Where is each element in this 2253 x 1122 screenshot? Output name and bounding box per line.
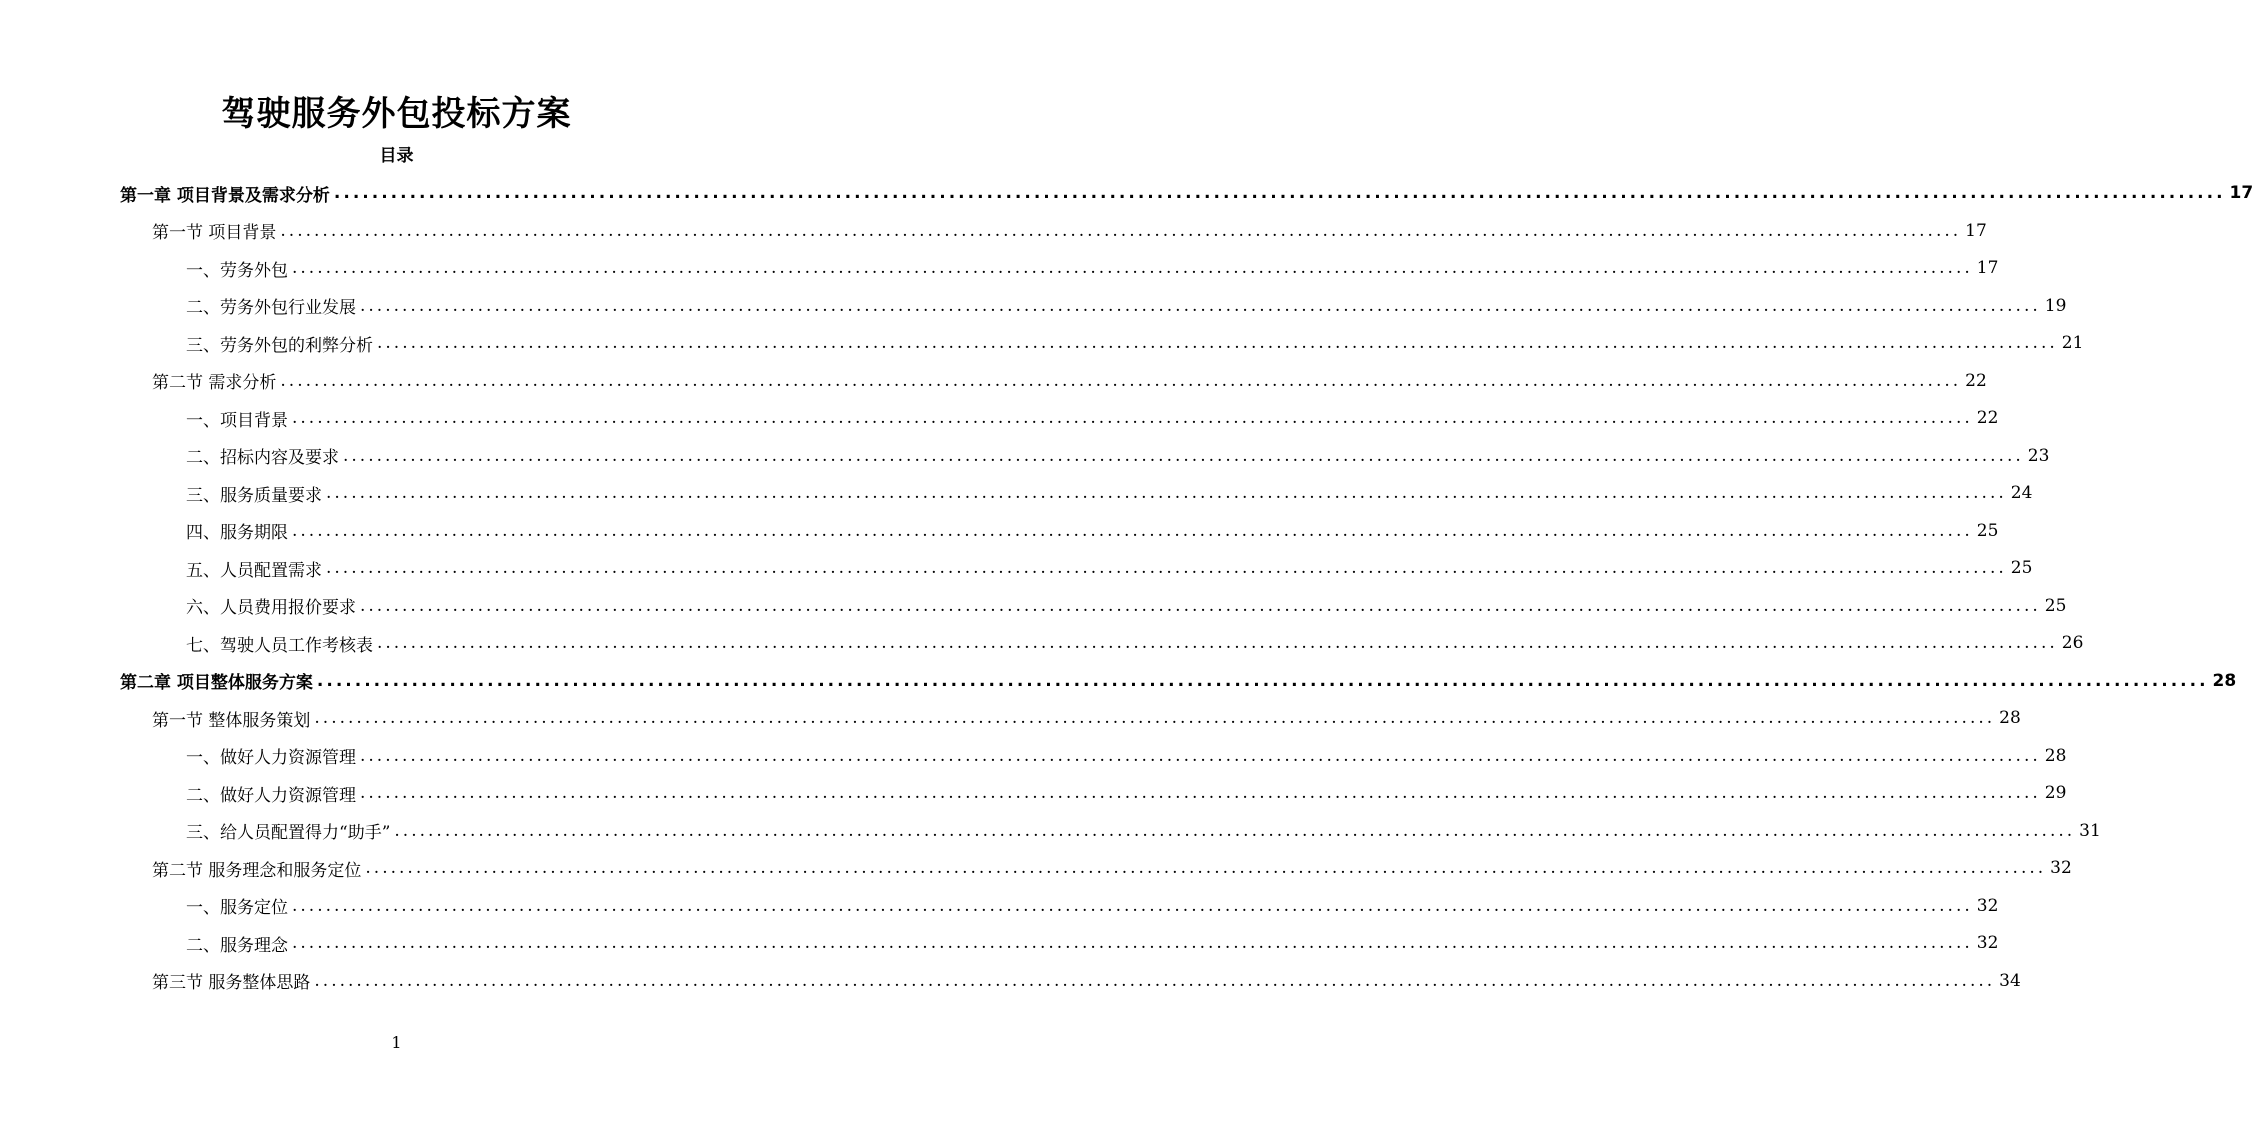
toc-entry-label: 第一章 项目背景及需求分析 — [120, 185, 330, 206]
toc-subsection-entry[interactable] — [186, 249, 1999, 287]
toc-entry-page: 22 — [1976, 408, 1999, 428]
toc-entry-label: 一、项目背景 — [186, 410, 288, 431]
toc-entry-label: 四、服务期限 — [186, 523, 288, 543]
toc-entry-label: 第一节 整体服务策划 — [152, 710, 311, 731]
toc-subsection-entry[interactable] — [186, 399, 1999, 437]
toc-entry-page: 28 — [2044, 745, 2067, 766]
toc-heading: 目录 — [379, 146, 414, 166]
toc-section-entry[interactable] — [152, 699, 2021, 737]
toc-dot-leader: ........................................................................................................................................................................................................ — [292, 408, 1973, 428]
toc-dot-leader: ........................................................................................................................................................................................................ — [314, 970, 1996, 991]
toc-subsection-entry[interactable] — [186, 587, 2067, 625]
toc-subsection-entry[interactable] — [186, 437, 2050, 475]
toc-entry-page: 29 — [2044, 783, 2067, 803]
toc-entry-label: 第三节 服务整体思路 — [152, 973, 311, 993]
toc-dot-leader: ........................................................................................................................................................................................................ — [360, 295, 2041, 316]
toc-dot-leader: ........................................................................................................................................................................................................ — [316, 670, 2209, 691]
toc-entry-page: 21 — [2061, 333, 2084, 353]
toc-entry-page: 32 — [1976, 895, 1999, 916]
toc-entry-label: 六、人员费用报价要求 — [186, 598, 356, 618]
toc-dot-leader: ........................................................................................................................................................................................................ — [377, 633, 2058, 653]
toc-entry-label: 三、服务质量要求 — [186, 485, 322, 506]
toc-entry-page: 23 — [2027, 445, 2050, 466]
toc-section-entry[interactable] — [152, 212, 1987, 250]
toc-entry-page: 25 — [1976, 520, 1999, 541]
toc-entry-label: 三、劳务外包的利弊分析 — [186, 335, 373, 356]
toc-subsection-entry[interactable] — [186, 737, 2067, 775]
toc-entry-page: 32 — [2050, 858, 2072, 878]
toc-dot-leader: ........................................................................................................................................................................................................ — [360, 745, 2041, 766]
toc-entry-page: 25 — [2044, 595, 2067, 616]
toc-subsection-entry[interactable] — [186, 924, 1999, 962]
toc-dot-leader: ........................................................................................................................................................................................................ — [314, 708, 1996, 728]
toc-dot-leader: ........................................................................................................................................................................................................ — [333, 183, 2226, 203]
toc-dot-leader: ........................................................................................................................................................................................................ — [280, 370, 1962, 391]
toc-dot-leader: ........................................................................................................................................................................................................ — [292, 520, 1973, 541]
toc-entry-page: 34 — [1999, 970, 2021, 991]
toc-dot-leader: ........................................................................................................................................................................................................ — [343, 445, 2024, 466]
toc-dot-leader: ........................................................................................................................................................................................................ — [292, 933, 1973, 953]
toc-entry-label: 二、服务理念 — [186, 935, 288, 956]
toc-subsection-entry[interactable] — [186, 474, 2033, 512]
toc-subsection-entry[interactable] — [186, 624, 2084, 662]
toc-section-entry[interactable] — [152, 849, 2072, 887]
toc-entry-page: 17 — [1976, 258, 1999, 278]
toc-subsection-entry[interactable] — [186, 774, 2067, 812]
toc-dot-leader: ........................................................................................................................................................................................................ — [394, 820, 2076, 841]
toc-dot-leader: ........................................................................................................................................................................................................ — [326, 483, 2007, 503]
toc-subsection-entry[interactable] — [186, 512, 1999, 550]
toc-entry-label: 第二节 服务理念和服务定位 — [152, 860, 362, 881]
toc-entry-label: 三、给人员配置得力“助手” — [186, 823, 391, 843]
toc-subsection-entry[interactable] — [186, 287, 2067, 325]
page-number: 1 — [391, 1033, 402, 1052]
toc-chapter-entry[interactable] — [120, 174, 2253, 212]
toc-entry-page: 24 — [2010, 483, 2033, 503]
toc-dot-leader: ........................................................................................................................................................................................................ — [326, 558, 2007, 578]
toc-entry-page: 31 — [2079, 820, 2101, 841]
toc-entry-page: 19 — [2044, 295, 2067, 316]
toc-entry-label: 第二节 需求分析 — [152, 373, 277, 393]
toc-entry-page: 17 — [1965, 220, 1987, 241]
toc-entry-page: 22 — [1965, 370, 1987, 391]
toc-entry-label: 第二章 项目整体服务方案 — [120, 673, 313, 693]
toc-entry-label: 一、劳务外包 — [186, 260, 288, 281]
toc-entry-page: 17 — [2229, 183, 2253, 203]
toc-entry-page: 32 — [1976, 933, 1999, 953]
document-title: 驾驶服务外包投标方案 — [221, 94, 572, 134]
toc-dot-leader: ........................................................................................................................................................................................................ — [365, 858, 2047, 878]
toc-section-entry[interactable] — [152, 962, 2021, 1000]
toc-entry-label: 七、驾驶人员工作考核表 — [186, 635, 373, 656]
toc-section-entry[interactable] — [152, 362, 1987, 400]
toc-dot-leader: ........................................................................................................................................................................................................ — [292, 258, 1973, 278]
toc-subsection-entry[interactable] — [186, 549, 2033, 587]
toc-dot-leader: ........................................................................................................................................................................................................ — [280, 220, 1962, 241]
toc-dot-leader: ........................................................................................................................................................................................................ — [360, 595, 2041, 616]
toc-entry-label: 二、招标内容及要求 — [186, 448, 339, 468]
toc-entry-page: 25 — [2010, 558, 2033, 578]
toc-entry-label: 五、人员配置需求 — [186, 560, 322, 581]
toc-subsection-entry[interactable] — [186, 887, 1999, 925]
toc-subsection-entry[interactable] — [186, 812, 2101, 850]
toc-entry-page: 26 — [2061, 633, 2084, 653]
toc-entry-label: 一、做好人力资源管理 — [186, 748, 356, 768]
toc-entry-page: 28 — [2212, 670, 2237, 691]
toc-subsection-entry[interactable] — [186, 324, 2084, 362]
toc-dot-leader: ........................................................................................................................................................................................................ — [292, 895, 1973, 916]
toc-dot-leader: ........................................................................................................................................................................................................ — [360, 783, 2041, 803]
toc-entry-label: 一、服务定位 — [186, 898, 288, 918]
toc-chapter-entry[interactable] — [120, 662, 2237, 700]
toc-dot-leader: ........................................................................................................................................................................................................ — [377, 333, 2058, 353]
toc-entry-label: 第一节 项目背景 — [152, 223, 277, 243]
toc-entry-page: 28 — [1999, 708, 2021, 728]
toc-entry-label: 二、做好人力资源管理 — [186, 785, 356, 806]
toc-entry-label: 二、劳务外包行业发展 — [186, 298, 356, 318]
